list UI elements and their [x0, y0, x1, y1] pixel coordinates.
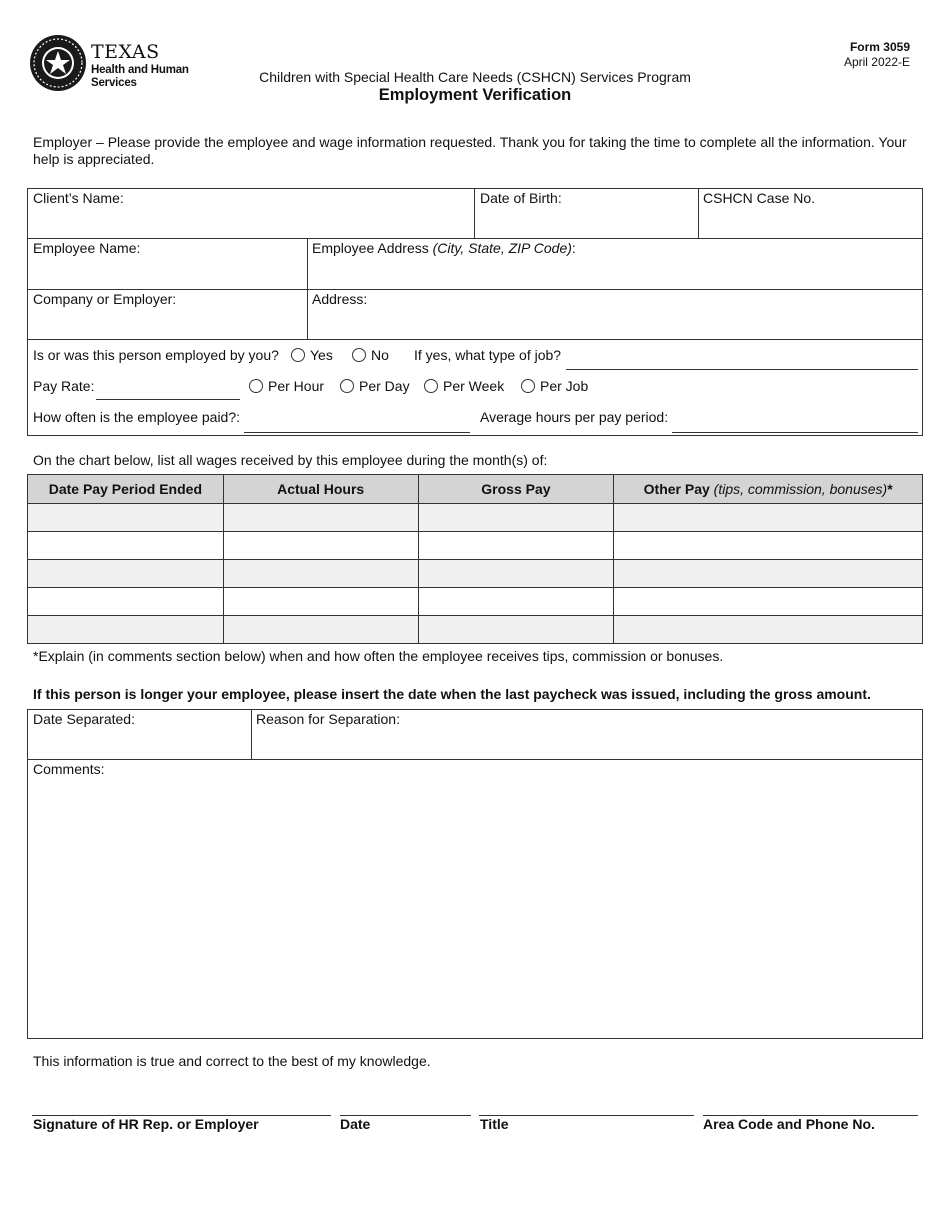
radio-circle[interactable]	[352, 348, 366, 362]
pay-rate-label: Pay Rate:	[33, 378, 95, 394]
attestation-text: This information is true and correct to the best of my knowledge.	[33, 1053, 431, 1069]
logo-subtitle-line1: Health and Human	[91, 64, 189, 76]
date-separated-field[interactable]: Date Separated:	[33, 711, 135, 727]
table-cell[interactable]	[614, 560, 923, 588]
table-cell[interactable]	[223, 504, 418, 532]
table-cell[interactable]	[223, 588, 418, 616]
pay-frequency-label: How often is the employee paid?:	[33, 409, 241, 425]
table-row	[28, 616, 923, 644]
table-cell[interactable]	[28, 616, 224, 644]
divider	[27, 238, 923, 239]
radio-yes[interactable]	[291, 347, 333, 363]
table-cell[interactable]	[614, 616, 923, 644]
logo-subtitle-line2: Services	[91, 77, 137, 89]
job-type-input[interactable]	[566, 369, 918, 370]
col-other-label: Other Pay	[643, 481, 710, 497]
program-name: Children with Special Health Care Needs (CSHCN) Services Program	[259, 69, 691, 85]
radio-circle[interactable]	[340, 379, 354, 393]
table-cell[interactable]	[418, 560, 614, 588]
intro-text: Employer – Please provide the employee and wage information requested. Thank you for taking the time to complete all the information. Your help is appreciated.	[33, 134, 907, 167]
avg-hours-input[interactable]	[672, 432, 918, 433]
col-other-star: *	[887, 481, 893, 497]
radio-no-label: No	[371, 347, 389, 363]
radio-per-day[interactable]	[340, 378, 410, 394]
employee-address-hint: (City, State, ZIP Code)	[432, 240, 572, 256]
table-cell[interactable]	[418, 504, 614, 532]
page-title: Employment Verification	[378, 86, 572, 104]
employee-name-field[interactable]: Employee Name:	[33, 240, 141, 256]
table-cell[interactable]	[614, 504, 923, 532]
table-cell[interactable]	[418, 616, 614, 644]
table-cell[interactable]	[223, 532, 418, 560]
table-cell[interactable]	[614, 532, 923, 560]
col-other-header	[614, 475, 923, 504]
divider	[698, 188, 699, 238]
divider	[27, 289, 923, 290]
radio-per-job-label: Per Job	[540, 378, 589, 394]
table-row	[28, 532, 923, 560]
table-cell[interactable]	[28, 560, 224, 588]
employee-address-field[interactable]	[312, 240, 576, 256]
avg-hours-label: Average hours per pay period:	[480, 409, 669, 425]
radio-per-hour-label: Per Hour	[268, 378, 325, 394]
wages-header-row	[28, 475, 923, 504]
table-cell[interactable]	[418, 532, 614, 560]
form-number: Form 3059	[849, 40, 910, 54]
table-cell[interactable]	[28, 504, 224, 532]
case-number-field[interactable]: CSHCN Case No.	[703, 190, 816, 206]
title-label: Title	[480, 1116, 509, 1132]
table-cell[interactable]	[223, 560, 418, 588]
date-label: Date	[340, 1116, 371, 1132]
company-field[interactable]: Company or Employer:	[33, 291, 177, 307]
divider	[27, 339, 923, 340]
comments-field[interactable]: Comments:	[33, 761, 105, 777]
radio-per-week[interactable]	[424, 378, 504, 394]
radio-circle[interactable]	[249, 379, 263, 393]
table-cell[interactable]	[28, 532, 224, 560]
phone-label: Area Code and Phone No.	[703, 1116, 875, 1132]
divider	[474, 188, 475, 238]
radio-yes-label: Yes	[310, 347, 333, 363]
wages-instruction: On the chart below, list all wages received by this employee during the month(s) of:	[33, 452, 548, 468]
title-input[interactable]	[479, 1115, 694, 1116]
employee-address-label: Employee Address	[312, 240, 433, 256]
pay-frequency-input[interactable]	[244, 432, 470, 433]
table-cell[interactable]	[418, 588, 614, 616]
job-type-label: If yes, what type of job?	[414, 347, 562, 363]
client-name-field[interactable]: Client’s Name:	[33, 190, 124, 206]
col-hours-header: Actual Hours	[223, 475, 418, 504]
table-row	[28, 560, 923, 588]
logo-texas-text: TEXAS	[91, 41, 160, 63]
col-date-header: Date Pay Period Ended	[28, 475, 224, 504]
radio-circle[interactable]	[424, 379, 438, 393]
employee-address-colon: :	[571, 240, 576, 256]
radio-per-hour[interactable]	[249, 378, 324, 394]
date-of-birth-field[interactable]: Date of Birth:	[480, 190, 562, 206]
radio-per-week-label: Per Week	[443, 378, 505, 394]
wages-table	[27, 474, 923, 644]
table-row	[28, 588, 923, 616]
employed-question: Is or was this person employed by you?	[33, 347, 279, 363]
col-gross-header: Gross Pay	[418, 475, 614, 504]
table-cell[interactable]	[28, 588, 224, 616]
separation-note: If this person is longer your employee, please insert the date when the last paycheck was issued, including the gross amount.	[33, 686, 871, 702]
radio-per-day-label: Per Day	[359, 378, 410, 394]
table-cell[interactable]	[223, 616, 418, 644]
divider	[27, 759, 923, 760]
table-cell[interactable]	[614, 588, 923, 616]
wages-footnote: *Explain (in comments section below) when and how often the employee receives tips, commission or bonuses.	[33, 648, 724, 664]
pay-rate-input[interactable]	[96, 399, 240, 400]
form-date: April 2022-E	[843, 55, 910, 69]
radio-per-job[interactable]	[521, 378, 588, 394]
separation-reason-field[interactable]: Reason for Separation:	[256, 711, 400, 727]
radio-circle[interactable]	[291, 348, 305, 362]
radio-no[interactable]	[352, 347, 389, 363]
divider	[251, 709, 252, 759]
table-row	[28, 504, 923, 532]
col-other-hint: (tips, commission, bonuses)	[713, 481, 888, 497]
company-address-field[interactable]: Address:	[312, 291, 368, 307]
signature-label: Signature of HR Rep. or Employer	[33, 1116, 259, 1132]
radio-circle[interactable]	[521, 379, 535, 393]
